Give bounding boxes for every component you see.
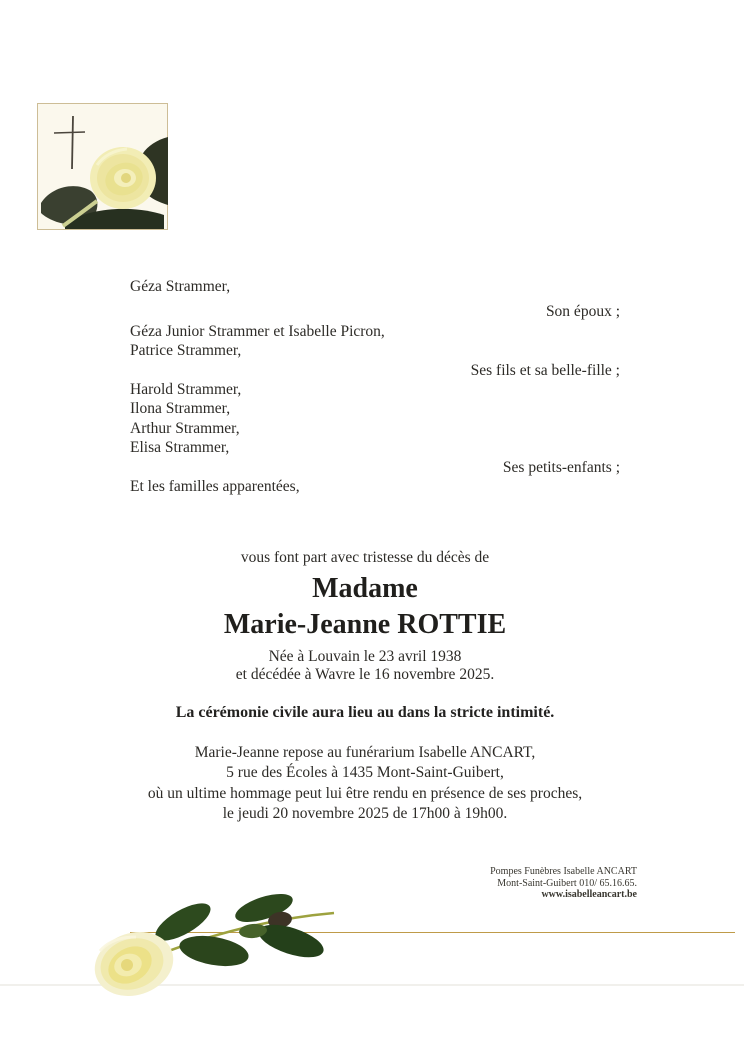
ceremony-notice: La cérémonie civile aura lieu au dans la stricte intimité. xyxy=(175,704,555,721)
relation-label: Ses fils et sa belle-fille ; xyxy=(470,361,620,379)
family-member: Patrice Strammer, xyxy=(130,342,242,360)
relation-label: Son époux ; xyxy=(545,303,620,321)
funeral-home-phone: Mont-Saint-Guibert 010/ 65.16.65. xyxy=(497,877,637,889)
family-member: Géza Junior Strammer et Isabelle Picron, xyxy=(130,322,385,340)
birth-line: Née à Louvain le 23 avril 1938 xyxy=(268,648,462,665)
death-line: et décédée à Wavre le 16 novembre 2025. xyxy=(235,666,495,683)
funeral-home-website: www.isabelleancart.be xyxy=(541,889,637,900)
announcement-intro: vous font part avec tristesse du décès de xyxy=(240,549,490,566)
family-member: Géza Strammer, xyxy=(130,278,231,295)
related-families-line: Et les familles apparentées, xyxy=(130,478,300,496)
repose-line: Marie-Jeanne repose au funérarium Isabelle ANCART, xyxy=(194,744,536,761)
funeral-home-credit xyxy=(490,866,637,901)
white-rose-icon xyxy=(28,893,348,1008)
deceased-name: Marie-Jeanne ROTTIE xyxy=(223,609,507,640)
family-member: Ilona Strammer, xyxy=(130,400,231,418)
repose-schedule-line: le jeudi 20 novembre 2025 de 17h00 à 19h00. xyxy=(222,804,508,822)
funeral-home-name: Pompes Funèbres Isabelle ANCART xyxy=(490,866,637,877)
repose-block xyxy=(0,743,730,824)
repose-address-line: 5 rue des Écoles à 1435 Mont-Saint-Guibert, xyxy=(226,764,504,782)
honorific-title: Madame xyxy=(312,573,418,604)
memorial-photo xyxy=(37,103,168,230)
family-member: Arthur Strammer, xyxy=(130,419,240,437)
repose-line: où un ultime hommage peut lui être rendu en présence de ses proches, xyxy=(147,784,583,802)
cross-and-rose-icon xyxy=(37,103,168,230)
relation-label: Ses petits-enfants ; xyxy=(502,458,620,476)
bottom-rose-decoration xyxy=(28,893,348,1008)
family-member: Harold Strammer, xyxy=(130,381,242,399)
family-member: Elisa Strammer, xyxy=(130,439,230,457)
family-announcers-block xyxy=(130,277,620,496)
